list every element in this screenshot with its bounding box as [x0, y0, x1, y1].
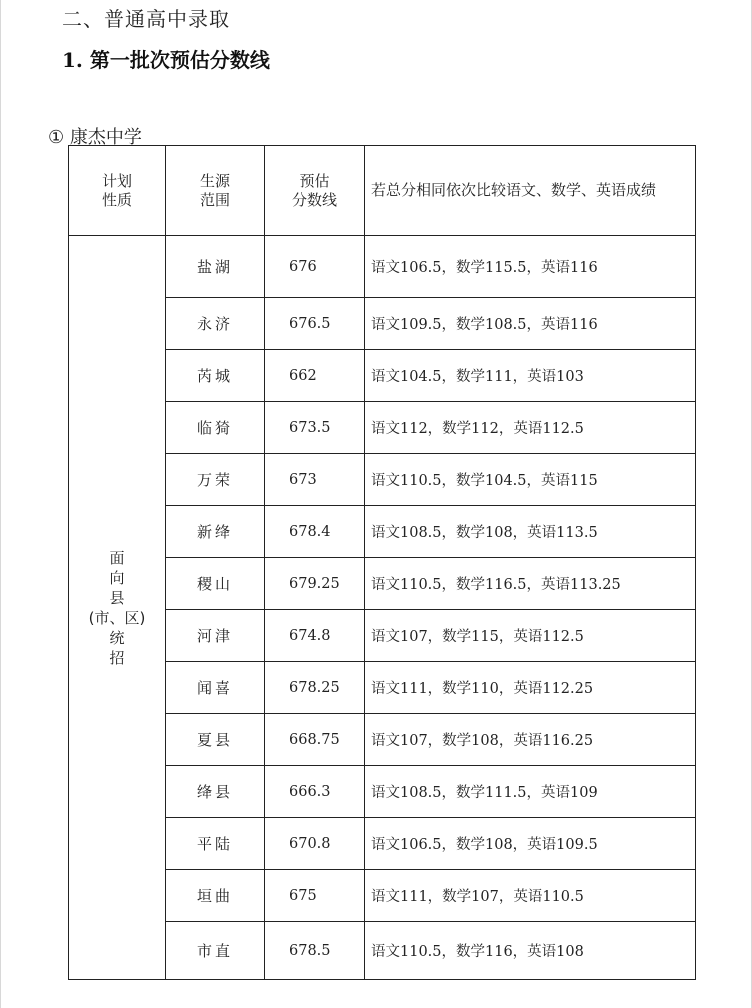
plan-type-text: 县 [109, 588, 125, 607]
score-cell: 679.25 [265, 558, 365, 610]
detail-cell: 语文104.5，数学111，英语103 [365, 350, 696, 402]
region-cell: 河津 [166, 610, 265, 662]
score-cell: 668.75 [265, 714, 365, 766]
region-cell: 夏县 [166, 714, 265, 766]
region-cell: 闻喜 [166, 662, 265, 714]
detail-cell: 语文108.5，数学111.5，英语109 [365, 766, 696, 818]
region-cell: 稷山 [166, 558, 265, 610]
admission-score-table [68, 145, 696, 980]
score-cell: 676.5 [265, 298, 365, 350]
score-cell: 662 [265, 350, 365, 402]
detail-cell: 语文110.5，数学116.5，英语113.25 [365, 558, 696, 610]
region-cell: 盐湖 [166, 236, 265, 298]
region-cell: 临猗 [166, 402, 265, 454]
detail-cell: 语文109.5，数学108.5，英语116 [365, 298, 696, 350]
detail-cell: 语文110.5，数学116，英语108 [365, 922, 696, 980]
header-estimated-score: 预估 分数线 [265, 146, 365, 236]
score-cell: 678.4 [265, 506, 365, 558]
region-cell: 绛县 [166, 766, 265, 818]
detail-cell: 语文110.5，数学104.5，英语115 [365, 454, 696, 506]
header-tiebreak: 若总分相同依次比较语文、数学、英语成绩 [365, 146, 696, 236]
region-cell: 垣曲 [166, 870, 265, 922]
detail-cell: 语文111，数学107，英语110.5 [365, 870, 696, 922]
detail-cell: 语文108.5，数学108，英语113.5 [365, 506, 696, 558]
score-cell: 675 [265, 870, 365, 922]
section-heading: 二、普通高中录取 [62, 7, 230, 31]
subsection-heading: 1. 第一批次预估分数线 [62, 48, 270, 72]
plan-type-text: 面 [109, 548, 125, 567]
region-cell: 平陆 [166, 818, 265, 870]
header-source-range: 生源 范围 [166, 146, 265, 236]
score-cell: 670.8 [265, 818, 365, 870]
score-cell: 673 [265, 454, 365, 506]
score-cell: 676 [265, 236, 365, 298]
region-cell: 新绛 [166, 506, 265, 558]
detail-cell: 语文106.5，数学115.5，英语116 [365, 236, 696, 298]
detail-cell: 语文106.5，数学108，英语109.5 [365, 818, 696, 870]
detail-cell: 语文107，数学115，英语112.5 [365, 610, 696, 662]
detail-cell: 语文107，数学108，英语116.25 [365, 714, 696, 766]
table-row [69, 236, 696, 298]
header-plan-type: 计划 性质 [69, 146, 166, 236]
detail-cell: 语文111，数学110，英语112.25 [365, 662, 696, 714]
plan-type-text: 招 [109, 648, 125, 667]
region-cell: 永济 [166, 298, 265, 350]
score-cell: 678.25 [265, 662, 365, 714]
detail-cell: 语文112，数学112，英语112.5 [365, 402, 696, 454]
plan-type-cell [69, 236, 166, 980]
score-cell: 666.3 [265, 766, 365, 818]
page-left-border [0, 0, 1, 1008]
plan-type-text: (市、区) [88, 608, 146, 627]
region-cell: 芮城 [166, 350, 265, 402]
score-cell: 673.5 [265, 402, 365, 454]
region-cell: 市直 [166, 922, 265, 980]
score-cell: 674.8 [265, 610, 365, 662]
plan-type-text: 统 [109, 628, 125, 647]
table-header-row [69, 146, 696, 236]
score-cell: 678.5 [265, 922, 365, 980]
plan-type-text: 向 [109, 568, 125, 587]
school-title: ① 康杰中学 [48, 127, 142, 148]
region-cell: 万荣 [166, 454, 265, 506]
